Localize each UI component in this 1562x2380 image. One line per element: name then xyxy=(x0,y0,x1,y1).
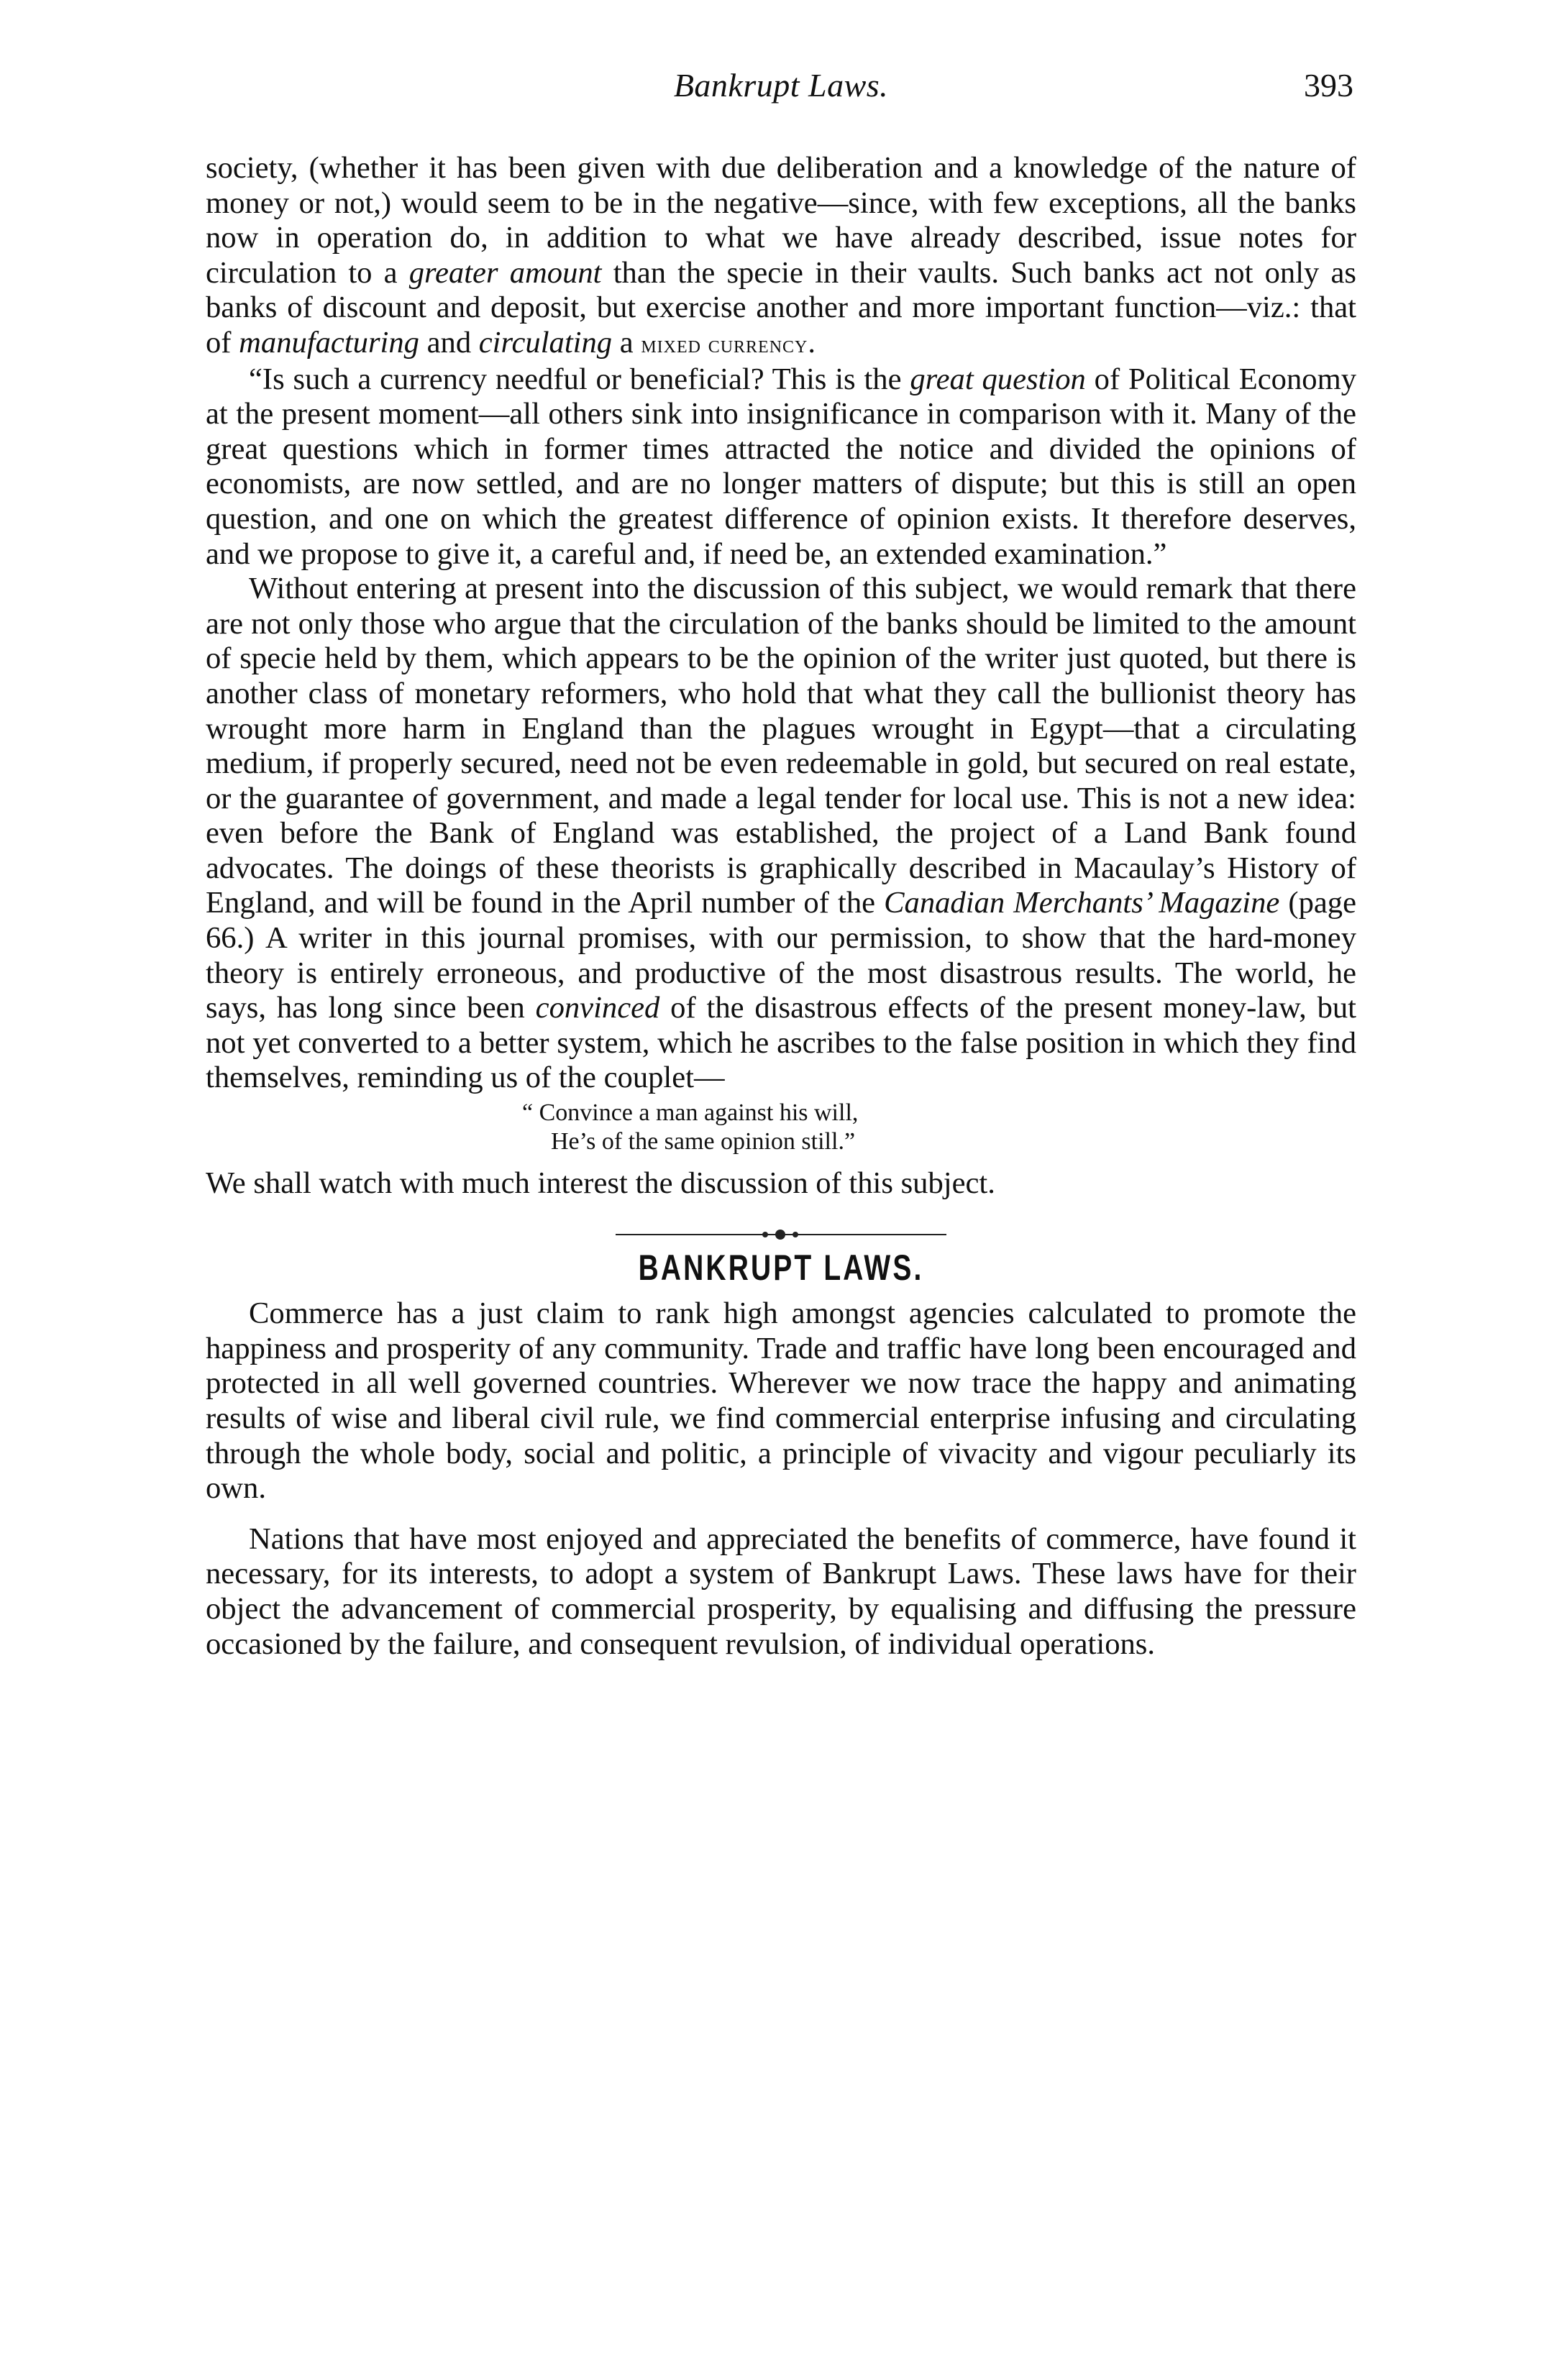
section-bankrupt-laws xyxy=(206,1296,1356,1662)
section-paragraph-2: Nations that have most enjoyed and appreciated the benefits of commerce, have found it necessary, for its interests, to adopt a system of Bankrupt Laws. These laws have for their object the advancement of commercial prosperity, by equalising and diffusing the pressure occasioned by the failure, and consequent revulsion, of individual operations. xyxy=(206,1521,1356,1661)
section-divider-ornament xyxy=(616,1226,946,1243)
paragraph-2-text-c: of Political Economy at the present moment—all others sink into insignificance in comparison with it. Many of the great questions which in former times attracted the notice and divided the opinions of economists, are now settled, and are no longer matters of dispute; but this is still an open question, and one on which the greatest difference of opinion exists. It therefore deserves, and we propose to give it, a careful and, if need be, an extended examination.” xyxy=(206,362,1357,571)
paragraph-3-text-a: Without entering at present into the discussion of this subject, we would remark that there are not only those who argue that the circulation of the banks should be limited to the amount of specie held by them, which appears to be the opinion of the writer just quoted, but there is another class of monetary reformers, who hold that what they call the bullionist theory has wrought more harm in England than the plagues wrought in Egypt—that a circulating medium, if properly secured, need not be even redeemable in gold, but secured on real estate, or the guarantee of government, and made a legal tender for local use. This is not a new idea: even before the Bank of England was established, the project of a Land Bank found advocates. The doings of these theorists is graphically described in Macaulay’s History of England, and will be found in the April number of the xyxy=(206,572,1356,920)
paragraph-3-text-c: (page 66.) A writer in this journal promises, with our permission, to show that the hard-money theory is entirely erroneous, and productive of the most disastrous results. The world, he says, has long since been xyxy=(206,886,1356,1025)
paragraph-2-quotation xyxy=(206,362,1356,572)
divider-dot-center xyxy=(775,1230,785,1240)
paragraph-3 xyxy=(206,572,1356,1096)
paragraph-1 xyxy=(206,151,1356,362)
paragraph-1-text-g: a xyxy=(612,325,641,360)
couplet-quote xyxy=(206,1099,1356,1156)
section-paragraph-1: Commerce has a just claim to rank high amongst agencies calculated to promote the happiness and prosperity of any community. Trade and traffic have long been encouraged and protected in all well governed countries. Wherever we now trace the happy and animating results of wise and liberal civil rule, we find commercial enterprise infusing and circulating through the whole body, social and politic, a principle of vivacity and vigour peculiarly its own. xyxy=(206,1296,1356,1506)
section-title: BANKRUPT LAWS. xyxy=(638,1247,924,1288)
running-head xyxy=(0,66,1562,116)
divider-dot-right xyxy=(793,1232,798,1237)
paragraph-2-text-a: “Is such a currency needful or beneficial? This is the xyxy=(249,362,910,396)
paragraph-1-text-a: society, (whether it has been given with due deliberation and a knowledge of the nature of money or not,) would seem to be in the negative—since, with few exceptions, all the banks now in operation do, in addition to what we have already described, issue notes for circulation to a xyxy=(206,151,1356,290)
paragraph-1-text-i: . xyxy=(808,325,816,360)
paragraph-3-emphasis-magazine-title: Canadian Merchants’ Magazine xyxy=(884,886,1280,920)
paragraph-1-text-e: and xyxy=(419,325,479,360)
couplet-line-1: “ Convince a man against his will, xyxy=(522,1099,859,1127)
paragraph-1-smallcaps-mixed-currency: mixed currency xyxy=(641,329,808,358)
article-body xyxy=(206,151,1356,1662)
divider-dot-left xyxy=(762,1232,768,1237)
paragraph-2-emphasis-great-question: great question xyxy=(910,362,1086,396)
paragraph-1-emphasis-circulating: circulating xyxy=(478,325,613,360)
page-number: 393 xyxy=(1304,67,1353,104)
paragraph-3-emphasis-convinced: convinced xyxy=(535,991,660,1025)
couplet-line-2: He’s of the same opinion still.” xyxy=(551,1128,856,1155)
paragraph-1-emphasis-manufacturing: manufacturing xyxy=(239,325,419,360)
closing-line: We shall watch with much interest the discussion of this subject. xyxy=(206,1166,995,1201)
running-title: Bankrupt Laws. xyxy=(673,67,889,104)
paragraph-3-text-e: of the disastrous effects of the present money-law, but not yet converted to a better system, which he ascribes to the false position in which they find themselves, reminding us of the couplet— xyxy=(206,991,1357,1095)
paragraph-1-emphasis-greater-amount: greater amount xyxy=(408,255,602,290)
paragraph-1-text-c: than the specie in their vaults. Such banks act not only as banks of discount and deposit, but exercise another and more important function—viz.: that of xyxy=(206,255,1356,360)
